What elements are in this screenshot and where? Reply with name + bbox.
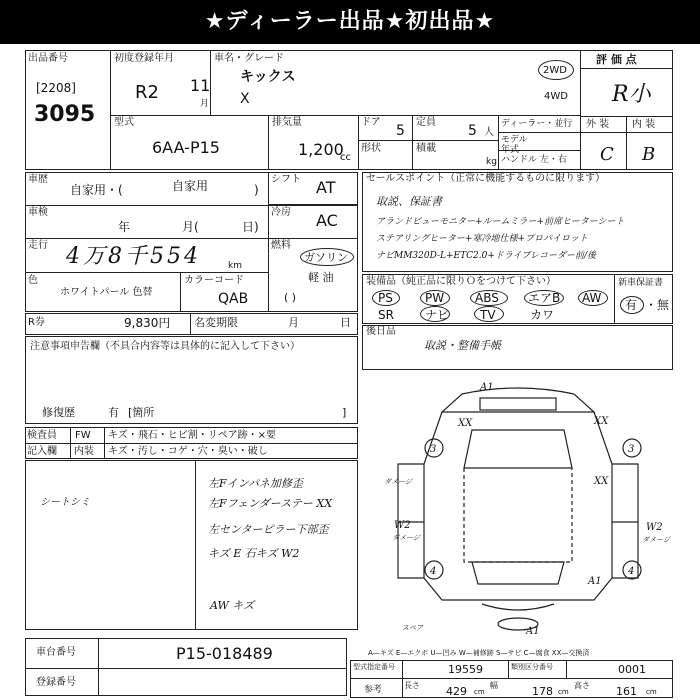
mark-a1-top: A1	[480, 382, 494, 393]
interior-label: 内 装	[632, 119, 656, 130]
shift-value: AT	[316, 178, 336, 197]
inspector-interior-text: キズ・汚し・コゲ・穴・臭い・破し	[108, 446, 268, 457]
inspector-label-2: 記入欄	[27, 446, 57, 457]
displacement-label: 排気量	[272, 117, 302, 128]
exterior-label: 外 装	[586, 119, 610, 130]
aftermarket-value: 取説・整備手帳	[424, 339, 501, 352]
model-name: キックス	[240, 69, 296, 85]
color-label: 色	[28, 275, 38, 286]
new-car-warranty-alt: ・無	[645, 298, 670, 312]
capacity-label: 定員	[416, 117, 436, 128]
equipment-label: 装備品（純正品に限りＯをつけて下さい）	[366, 276, 556, 287]
load-unit: kg	[486, 157, 497, 167]
shift-label: シフト	[271, 174, 301, 185]
inspector-note-3: 左センターピラー下部歪	[208, 523, 329, 536]
lot-number: 3095	[34, 102, 96, 127]
inspector-label-1: 検査員	[27, 430, 57, 441]
doors-label: ドア	[361, 117, 381, 128]
reg-number-label: 登録番号	[36, 677, 76, 688]
inspector-note-2: 左Fフェンダーステー XX	[208, 497, 333, 510]
doors-value: 5	[396, 123, 405, 139]
dimension-ref-label: 参考	[364, 685, 383, 695]
height-value: 161	[616, 685, 637, 698]
sales-point-4: ナビMM320D-L+ETC2.0+ドライブレコーダー前/後	[376, 251, 596, 261]
registration-month-unit: 月	[200, 99, 210, 109]
notes-label: 注意事項申告欄（不具合内容等は具体的に記入して下さい）	[30, 341, 300, 352]
mark-xx-2: XX	[594, 416, 609, 427]
sales-point-2: アランドビューモニター+ルームミラー+前席ヒーターシート	[376, 217, 625, 227]
mileage-value: 4万8千554	[66, 244, 201, 269]
capacity-value: 5	[468, 123, 477, 139]
recycle-value: 9,830円	[124, 316, 171, 330]
car-diagram	[362, 372, 673, 638]
sales-point-3: ステアリングヒーター+寒冷地仕様+プロパイロット	[376, 234, 588, 244]
chassis-value: P15-018489	[176, 644, 273, 663]
fuel-paren: ( )	[284, 291, 297, 304]
mark-a1-bottom: A1	[526, 626, 540, 637]
equip-airbag: エアB	[528, 291, 561, 305]
equip-pw: PW	[425, 291, 445, 305]
inspector-interior: 内装	[74, 446, 94, 457]
inspector-fw: FW	[75, 430, 91, 441]
new-car-warranty-value: 有	[625, 298, 638, 312]
equip-tv: TV	[480, 308, 496, 322]
handle-label: ハンドル 左・右	[501, 155, 567, 165]
mark-w2-left: W2	[394, 520, 411, 531]
mark-3-left: 3	[430, 444, 437, 455]
name-change-label: 名変期限	[194, 316, 238, 329]
equip-abs: ABS	[475, 291, 499, 305]
exterior-grade: C	[600, 144, 614, 165]
name-change-day: 日	[340, 316, 351, 329]
inspection-label: 車検	[28, 207, 48, 218]
mark-4-right: 4	[628, 566, 635, 577]
load-label: 積載	[416, 143, 436, 154]
width-unit: cm	[558, 688, 569, 696]
color-value: ホワイトパール 色替	[60, 287, 153, 298]
fuel-label: 燃料	[271, 240, 291, 251]
color-code: QAB	[218, 291, 249, 307]
mark-damage-1: ダメージ	[384, 478, 412, 486]
model-year-label: モデル 年式	[501, 135, 528, 155]
equip-ps: PS	[378, 291, 393, 305]
banner-title: ★ディーラー出品★初出品★	[0, 0, 700, 44]
repair-place: [箇所	[128, 406, 155, 419]
registration-month: 11	[190, 76, 211, 95]
repair-value: 有	[108, 406, 119, 419]
inspector-note-5: AW キズ	[210, 599, 255, 612]
aircon-label: 冷房	[271, 207, 291, 218]
mark-xx-1: XX	[458, 418, 473, 429]
capacity-unit: 人	[484, 127, 494, 138]
displacement-value: 1,200	[298, 140, 344, 159]
inspection-year: 年	[118, 220, 131, 234]
aircon-value: AC	[316, 211, 338, 230]
equip-sr: SR	[378, 308, 394, 322]
interior-grade: B	[642, 144, 656, 165]
mark-4-left: 4	[430, 566, 437, 577]
inspector-side-note: シートシミ	[40, 497, 90, 508]
equip-aw: AW	[582, 291, 602, 305]
color-code-label: カラーコード	[184, 275, 244, 286]
shape-label: 形状	[361, 143, 381, 154]
mark-damage-2: ダメージ	[392, 534, 420, 542]
equip-navi: ナビ	[425, 308, 450, 322]
type-designation-value: 19559	[448, 663, 483, 676]
fuel-light-oil: 軽 油	[308, 271, 334, 284]
class-number-label: 類別区分番号	[511, 663, 553, 671]
model-code: 6AA-P15	[152, 138, 220, 157]
drive-4wd: 4WD	[544, 91, 568, 102]
height-unit: cm	[646, 688, 657, 696]
sales-points-label: セールスポイント（正常に機能するものに限ります）	[366, 173, 606, 184]
usage-close: )	[254, 183, 259, 197]
length-value: 429	[446, 685, 467, 698]
registration-era: R2	[135, 82, 159, 103]
registration-label: 初度登録年月	[114, 53, 174, 64]
usage-label: 車歴	[28, 174, 48, 185]
sales-point-1: 取説、保証書	[376, 195, 442, 208]
fuel-gasoline: ガソリン	[304, 251, 348, 264]
displacement-unit: cc	[340, 152, 351, 163]
aftermarket-label: 後日品	[366, 326, 396, 337]
chassis-label: 車台番号	[36, 647, 76, 658]
drive-2wd: 2WD	[543, 65, 567, 76]
length-label: 長さ	[404, 681, 420, 690]
new-car-warranty-label: 新車保証書	[618, 278, 664, 288]
equip-leather: カワ	[530, 308, 555, 322]
name-change-month: 月	[288, 316, 299, 329]
recycle-label: R券	[28, 317, 45, 328]
width-value: 178	[532, 685, 553, 698]
model-name-label: 車名・グレード	[214, 53, 284, 64]
mark-damage-3: ダメージ	[642, 536, 670, 544]
mark-w2-right: W2	[646, 522, 663, 533]
mileage-unit: km	[228, 261, 242, 271]
mark-xx-3: XX	[594, 476, 609, 487]
inspection-day: 日)	[242, 220, 259, 234]
type-designation-label: 型式指定番号	[353, 663, 395, 671]
inspector-fw-text: キズ・飛石・ヒビ割・リペア跡・×要	[108, 430, 276, 441]
height-label: 高さ	[574, 681, 590, 690]
length-unit: cm	[474, 688, 485, 696]
repair-label: 修復歴	[42, 406, 75, 419]
inspector-note-1: 左Fインパネ加修歪	[208, 477, 303, 490]
width-label: 幅	[490, 681, 498, 690]
mark-spare: スペア	[402, 624, 423, 632]
inspection-month: 月(	[182, 220, 199, 234]
usage-value: 自家用・(	[70, 183, 123, 197]
inspector-note-4: キズ E 石キズ W2	[208, 547, 300, 560]
model-code-label: 型式	[114, 117, 134, 128]
mark-3-right: 3	[628, 444, 635, 455]
dealer-label: ディーラー・並行	[501, 119, 573, 129]
mark-a1-right: A1	[588, 576, 602, 587]
diagram-legend: A—キズ E—エクボ U—凹み W—補修跡 S—サビ C—腐食 XX—交換済	[368, 649, 590, 657]
mileage-label: 走行	[28, 240, 48, 251]
class-number-value: 0001	[618, 663, 646, 676]
repair-close: ]	[342, 406, 347, 419]
grade-value: R小	[612, 82, 651, 107]
model-grade: X	[240, 91, 250, 107]
lot-label: 出品番号	[28, 53, 68, 64]
usage-value2: 自家用	[172, 179, 209, 193]
grade-label: 評 価 点	[596, 53, 637, 66]
lot-session: [2208]	[36, 81, 76, 95]
